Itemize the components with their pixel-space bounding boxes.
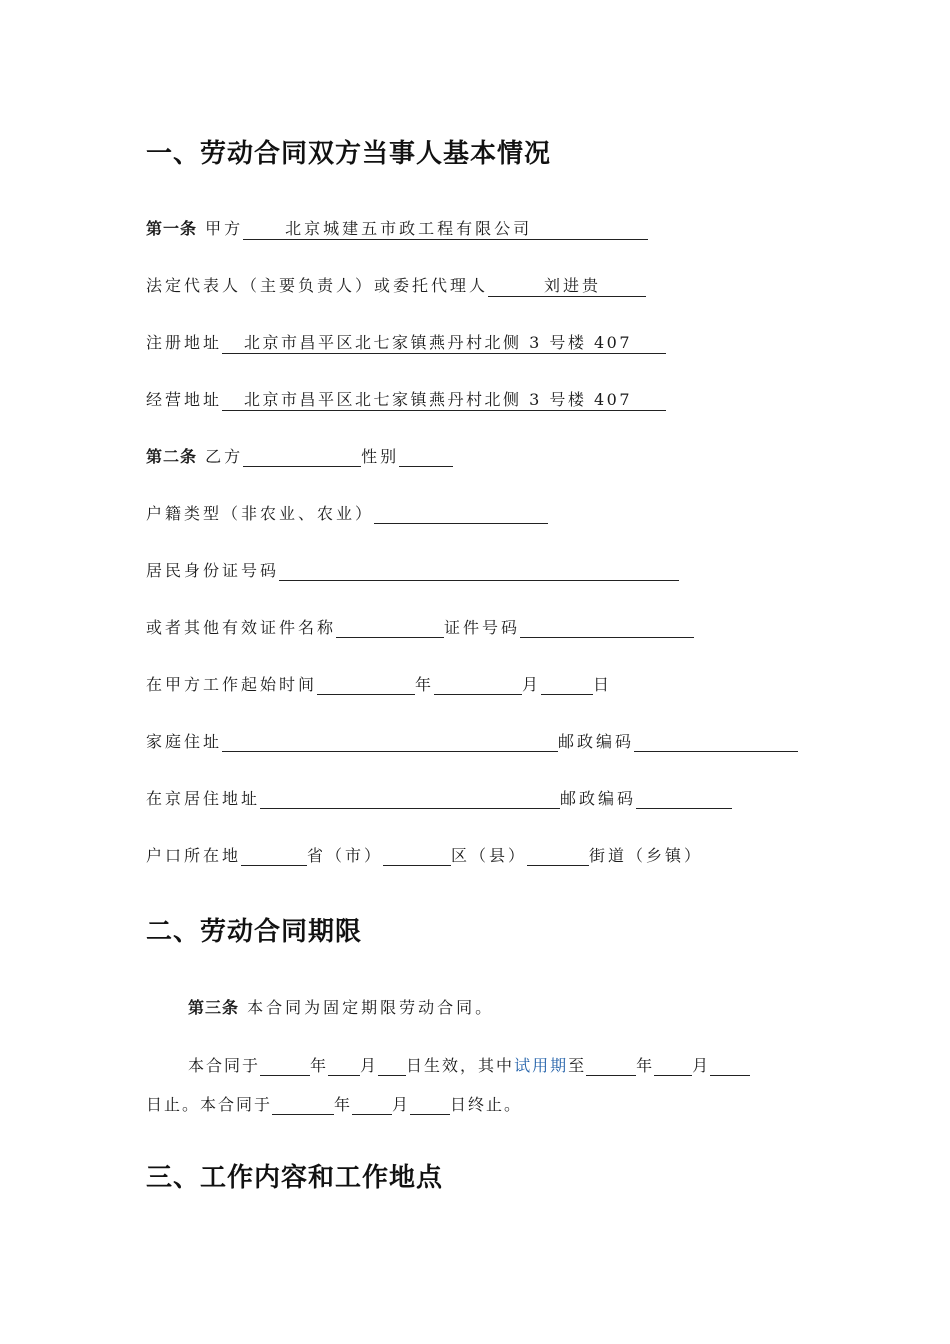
article-3-line bbox=[188, 995, 494, 1018]
home-postcode-blank[interactable] bbox=[634, 731, 798, 752]
section-heading-3: 三、工作内容和工作地点 bbox=[146, 1163, 444, 1193]
representative-value: 刘进贵 bbox=[488, 273, 646, 297]
hukou-type-line bbox=[146, 501, 548, 524]
article-1-label: 第一条 bbox=[146, 219, 198, 238]
home-address-label: 家庭住址 bbox=[146, 732, 223, 751]
beijing-postcode-label: 邮政编码 bbox=[560, 789, 637, 808]
probation-year-label: 年 bbox=[636, 1056, 655, 1075]
cert-number-label: 证件号码 bbox=[444, 618, 521, 637]
registered-address-label: 注册地址 bbox=[146, 333, 223, 352]
representative-line bbox=[146, 273, 646, 297]
start-month-blank[interactable] bbox=[434, 674, 522, 695]
party-a-line bbox=[146, 216, 648, 240]
id-number-line bbox=[146, 558, 679, 581]
probation-month-label: 月 bbox=[692, 1056, 711, 1075]
party-a-label: 甲方 bbox=[205, 219, 244, 238]
term-end-day-blank[interactable] bbox=[410, 1094, 450, 1115]
term-end-year-blank[interactable] bbox=[272, 1094, 334, 1115]
party-b-label: 乙方 bbox=[205, 447, 244, 466]
term-end-label: 日终止。 bbox=[450, 1095, 523, 1114]
street-label: 街道（乡镇） bbox=[589, 846, 704, 865]
district-blank[interactable] bbox=[383, 845, 451, 866]
home-postcode-label: 邮政编码 bbox=[558, 732, 635, 751]
term-line-2 bbox=[146, 1092, 522, 1115]
representative-label: 法定代表人（主要负责人）或委托代理人 bbox=[146, 276, 489, 295]
street-blank[interactable] bbox=[527, 845, 589, 866]
section-heading-2: 二、劳动合同期限 bbox=[146, 917, 363, 947]
year-label: 年 bbox=[415, 675, 435, 694]
term-year-label: 年 bbox=[310, 1056, 329, 1075]
beijing-address-blank[interactable] bbox=[260, 788, 560, 809]
month-label: 月 bbox=[522, 675, 542, 694]
party-a-value: 北京城建五市政工程有限公司 bbox=[243, 216, 648, 240]
beijing-address-label: 在京居住地址 bbox=[146, 789, 261, 808]
cert-number-blank[interactable] bbox=[520, 617, 694, 638]
article-3-text: 本合同为固定期限劳动合同。 bbox=[247, 998, 495, 1017]
probation-end-day-blank[interactable] bbox=[710, 1055, 750, 1076]
term-start-label: 本合同于 bbox=[188, 1056, 261, 1075]
province-label: 省（市） bbox=[307, 846, 384, 865]
effective-label: 日生效，其中 bbox=[406, 1056, 515, 1075]
day-label: 日 bbox=[593, 675, 613, 694]
home-address-blank[interactable] bbox=[222, 731, 558, 752]
term-month-label: 月 bbox=[360, 1056, 379, 1075]
home-address-line bbox=[146, 729, 798, 752]
article-2-label: 第二条 bbox=[146, 447, 198, 466]
probation-stop-label: 日止。本合同于 bbox=[146, 1095, 273, 1114]
business-address-line bbox=[146, 387, 666, 411]
gender-label: 性别 bbox=[361, 447, 400, 466]
start-time-line bbox=[146, 672, 612, 695]
hukou-location-line bbox=[146, 843, 703, 866]
probation-end-year-blank[interactable] bbox=[586, 1055, 636, 1076]
gender-blank[interactable] bbox=[399, 446, 453, 467]
id-number-label: 居民身份证号码 bbox=[146, 561, 280, 580]
other-id-label: 或者其他有效证件名称 bbox=[146, 618, 337, 637]
term-line-1 bbox=[188, 1053, 750, 1076]
province-blank[interactable] bbox=[241, 845, 307, 866]
party-b-line bbox=[146, 444, 453, 467]
party-b-blank[interactable] bbox=[243, 446, 361, 467]
start-time-label: 在甲方工作起始时间 bbox=[146, 675, 318, 694]
to-label: 至 bbox=[568, 1056, 587, 1075]
business-address-label: 经营地址 bbox=[146, 390, 223, 409]
district-label: 区（县） bbox=[451, 846, 528, 865]
end-year-label: 年 bbox=[334, 1095, 353, 1114]
hukou-type-blank[interactable] bbox=[374, 503, 548, 524]
hukou-type-label: 户籍类型（非农业、农业） bbox=[146, 504, 375, 523]
registered-address-value: 北京市昌平区北七家镇燕丹村北侧 3 号楼 407 bbox=[222, 330, 666, 354]
end-month-label: 月 bbox=[392, 1095, 411, 1114]
article-3-label: 第三条 bbox=[188, 998, 240, 1017]
term-start-month-blank[interactable] bbox=[328, 1055, 360, 1076]
id-number-blank[interactable] bbox=[279, 560, 679, 581]
start-year-blank[interactable] bbox=[317, 674, 415, 695]
term-start-day-blank[interactable] bbox=[378, 1055, 406, 1076]
other-id-blank[interactable] bbox=[336, 617, 444, 638]
term-end-month-blank[interactable] bbox=[352, 1094, 392, 1115]
probation-link[interactable]: 试用期 bbox=[514, 1056, 569, 1075]
section-heading-1: 一、劳动合同双方当事人基本情况 bbox=[146, 139, 552, 169]
business-address-value: 北京市昌平区北七家镇燕丹村北侧 3 号楼 407 bbox=[222, 387, 666, 411]
beijing-postcode-blank[interactable] bbox=[636, 788, 732, 809]
beijing-address-line bbox=[146, 786, 732, 809]
term-start-year-blank[interactable] bbox=[260, 1055, 310, 1076]
start-day-blank[interactable] bbox=[541, 674, 593, 695]
probation-end-month-blank[interactable] bbox=[654, 1055, 692, 1076]
registered-address-line bbox=[146, 330, 666, 354]
other-id-line bbox=[146, 615, 694, 638]
hukou-location-label: 户口所在地 bbox=[146, 846, 242, 865]
